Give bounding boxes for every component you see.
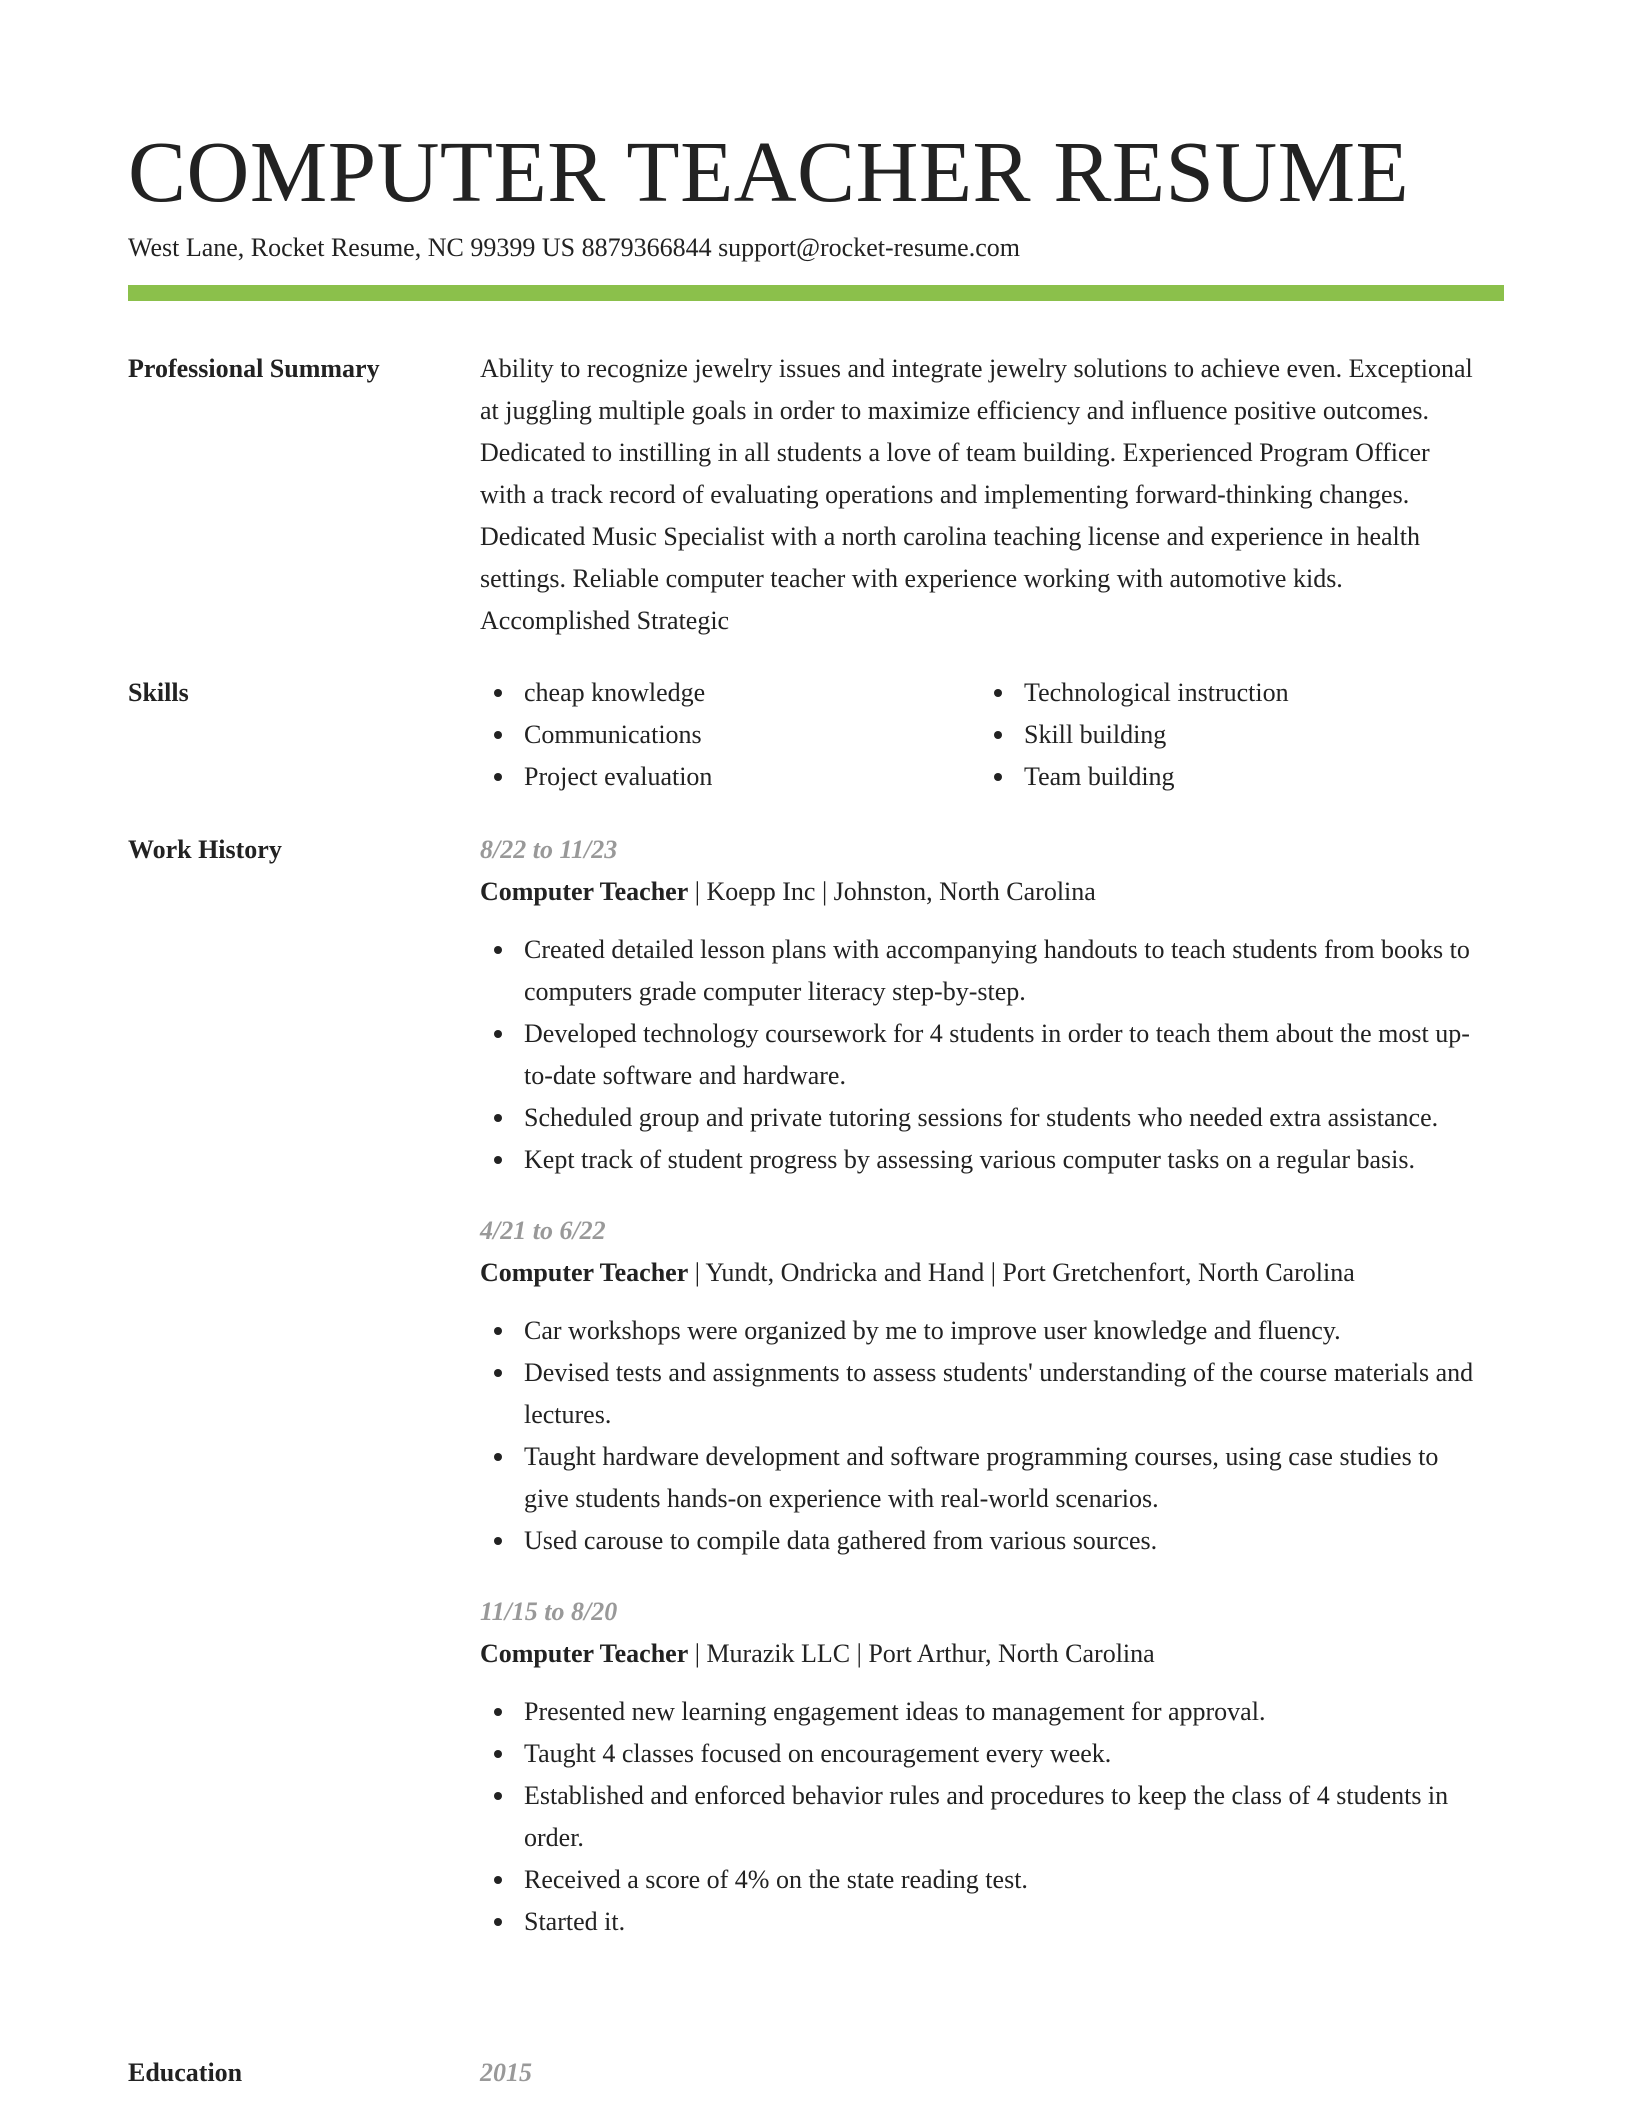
summary-text: Ability to recognize jewelry issues and integrate jewelry solutions to achieve even. Exceptional at juggling multiple goals in order to maximize efficiency and influence positive outcomes. Dedicated to instilling in all students a love of team building. Experienced Program Officer with a track record of evaluating operations and implementing forward-thinking changes. Dedicated Music Specialist with a north carolina teaching license and experience in health settings. Reliable computer teacher with experience working with automotive kids. Accomplished Strategic xyxy=(480,354,1473,635)
job-bullet: Received a score of 4% on the state reading test. xyxy=(480,1859,1480,1901)
job-bullet: Presented new learning engagement ideas to management for approval. xyxy=(480,1691,1480,1733)
job-bullet: Used carouse to compile data gathered from various sources. xyxy=(480,1520,1480,1562)
skills-list-right xyxy=(980,672,1480,798)
job-bullet: Established and enforced behavior rules and procedures to keep the class of 4 students in order. xyxy=(480,1775,1480,1859)
skills-list-left xyxy=(480,672,980,798)
job-entry xyxy=(480,1591,1480,1943)
job-details: | Murazik LLC | Port Arthur, North Carolina xyxy=(688,1639,1155,1668)
skill-item: Project evaluation xyxy=(480,756,980,798)
header-divider xyxy=(128,285,1504,301)
job-bullet: Taught hardware development and software programming courses, using case studies to give students hands-on experience with real-world scenarios. xyxy=(480,1436,1480,1520)
job-bullet: Devised tests and assignments to assess students' understanding of the course materials and lectures. xyxy=(480,1352,1480,1436)
job-details: | Koepp Inc | Johnston, North Carolina xyxy=(688,877,1096,906)
skills-heading: Skills xyxy=(128,678,189,707)
summary-heading: Professional Summary xyxy=(128,354,380,383)
page-title: COMPUTER TEACHER RESUME xyxy=(128,123,1410,220)
job-bullet: Created detailed lesson plans with accompanying handouts to teach students from books to computers grade computer literacy step-by-step. xyxy=(480,929,1480,1013)
job-bullets xyxy=(480,1310,1480,1562)
skill-item: Technological instruction xyxy=(980,672,1480,714)
skill-item: Team building xyxy=(980,756,1480,798)
job-bullet: Taught 4 classes focused on encouragement every week. xyxy=(480,1733,1480,1775)
contact-info: West Lane, Rocket Resume, NC 99399 US 8879366844 support@rocket-resume.com xyxy=(128,233,1020,262)
job-bullets xyxy=(480,929,1480,1181)
job-bullet: Developed technology coursework for 4 students in order to teach them about the most up-to-date software and hardware. xyxy=(480,1013,1480,1097)
job-entry xyxy=(480,829,1480,1181)
job-bullet: Started it. xyxy=(480,1901,1480,1943)
job-bullets xyxy=(480,1691,1480,1943)
education-date: 2015 xyxy=(480,2058,532,2087)
job-entry xyxy=(480,1210,1480,1562)
work-history-heading: Work History xyxy=(128,835,282,864)
job-title: Computer Teacher xyxy=(480,877,689,906)
job-title: Computer Teacher xyxy=(480,1639,689,1668)
job-title: Computer Teacher xyxy=(480,1258,689,1287)
job-details: | Yundt, Ondricka and Hand | Port Gretchenfort, North Carolina xyxy=(688,1258,1355,1287)
job-date: 8/22 to 11/23 xyxy=(480,835,618,864)
education-heading: Education xyxy=(128,2058,243,2087)
job-bullet: Kept track of student progress by assessing various computer tasks on a regular basis. xyxy=(480,1139,1480,1181)
skill-item: cheap knowledge xyxy=(480,672,980,714)
job-date: 4/21 to 6/22 xyxy=(480,1216,606,1245)
job-bullet: Scheduled group and private tutoring sessions for students who needed extra assistance. xyxy=(480,1097,1480,1139)
skill-item: Skill building xyxy=(980,714,1480,756)
job-bullet: Car workshops were organized by me to improve user knowledge and fluency. xyxy=(480,1310,1480,1352)
skill-item: Communications xyxy=(480,714,980,756)
job-date: 11/15 to 8/20 xyxy=(480,1597,618,1626)
